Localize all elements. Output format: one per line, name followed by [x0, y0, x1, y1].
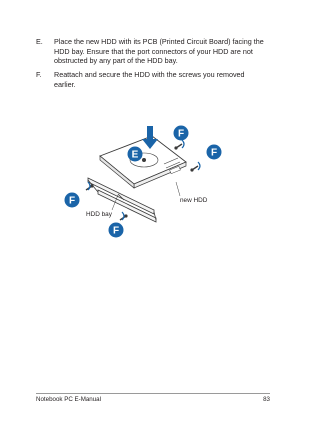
footer-page-number: 83	[263, 396, 270, 403]
footer-manual-title: Notebook PC E-Manual	[36, 396, 102, 403]
hdd-installation-illustration	[58, 118, 228, 248]
badge-f-bottom-letter: F	[112, 225, 120, 237]
badge-f-right	[207, 145, 222, 160]
hdd-bay-label: HDD bay	[86, 211, 112, 218]
screw-bottom	[120, 212, 128, 220]
step-e-letter: E.	[36, 37, 43, 46]
new-hdd-leader-line	[176, 182, 180, 196]
badge-f-left-letter: F	[68, 195, 76, 207]
screw-top	[174, 140, 184, 150]
badge-f-bottom	[109, 223, 124, 238]
new-hdd-label: new HDD	[180, 197, 208, 204]
badge-f-top-letter: F	[177, 128, 185, 140]
badge-e-letter: E	[131, 149, 139, 161]
screw-right	[190, 162, 200, 172]
step-f-text: Reattach and secure the HDD with the screws you removed earlier.	[54, 70, 245, 89]
badge-f-left	[65, 193, 80, 208]
step-f-letter: F.	[36, 70, 42, 79]
new-hdd-drive	[100, 136, 186, 188]
badge-f-right-letter: F	[210, 147, 218, 159]
footer-divider	[36, 393, 270, 394]
badge-f-top	[174, 126, 189, 141]
step-e-text: Place the new HDD with its PCB (Printed Circuit Board) facing the HDD bay. Ensure that the port connectors of your HDD are not obstructed by any part of the HDD bay.	[54, 37, 264, 66]
badge-e	[128, 147, 143, 162]
